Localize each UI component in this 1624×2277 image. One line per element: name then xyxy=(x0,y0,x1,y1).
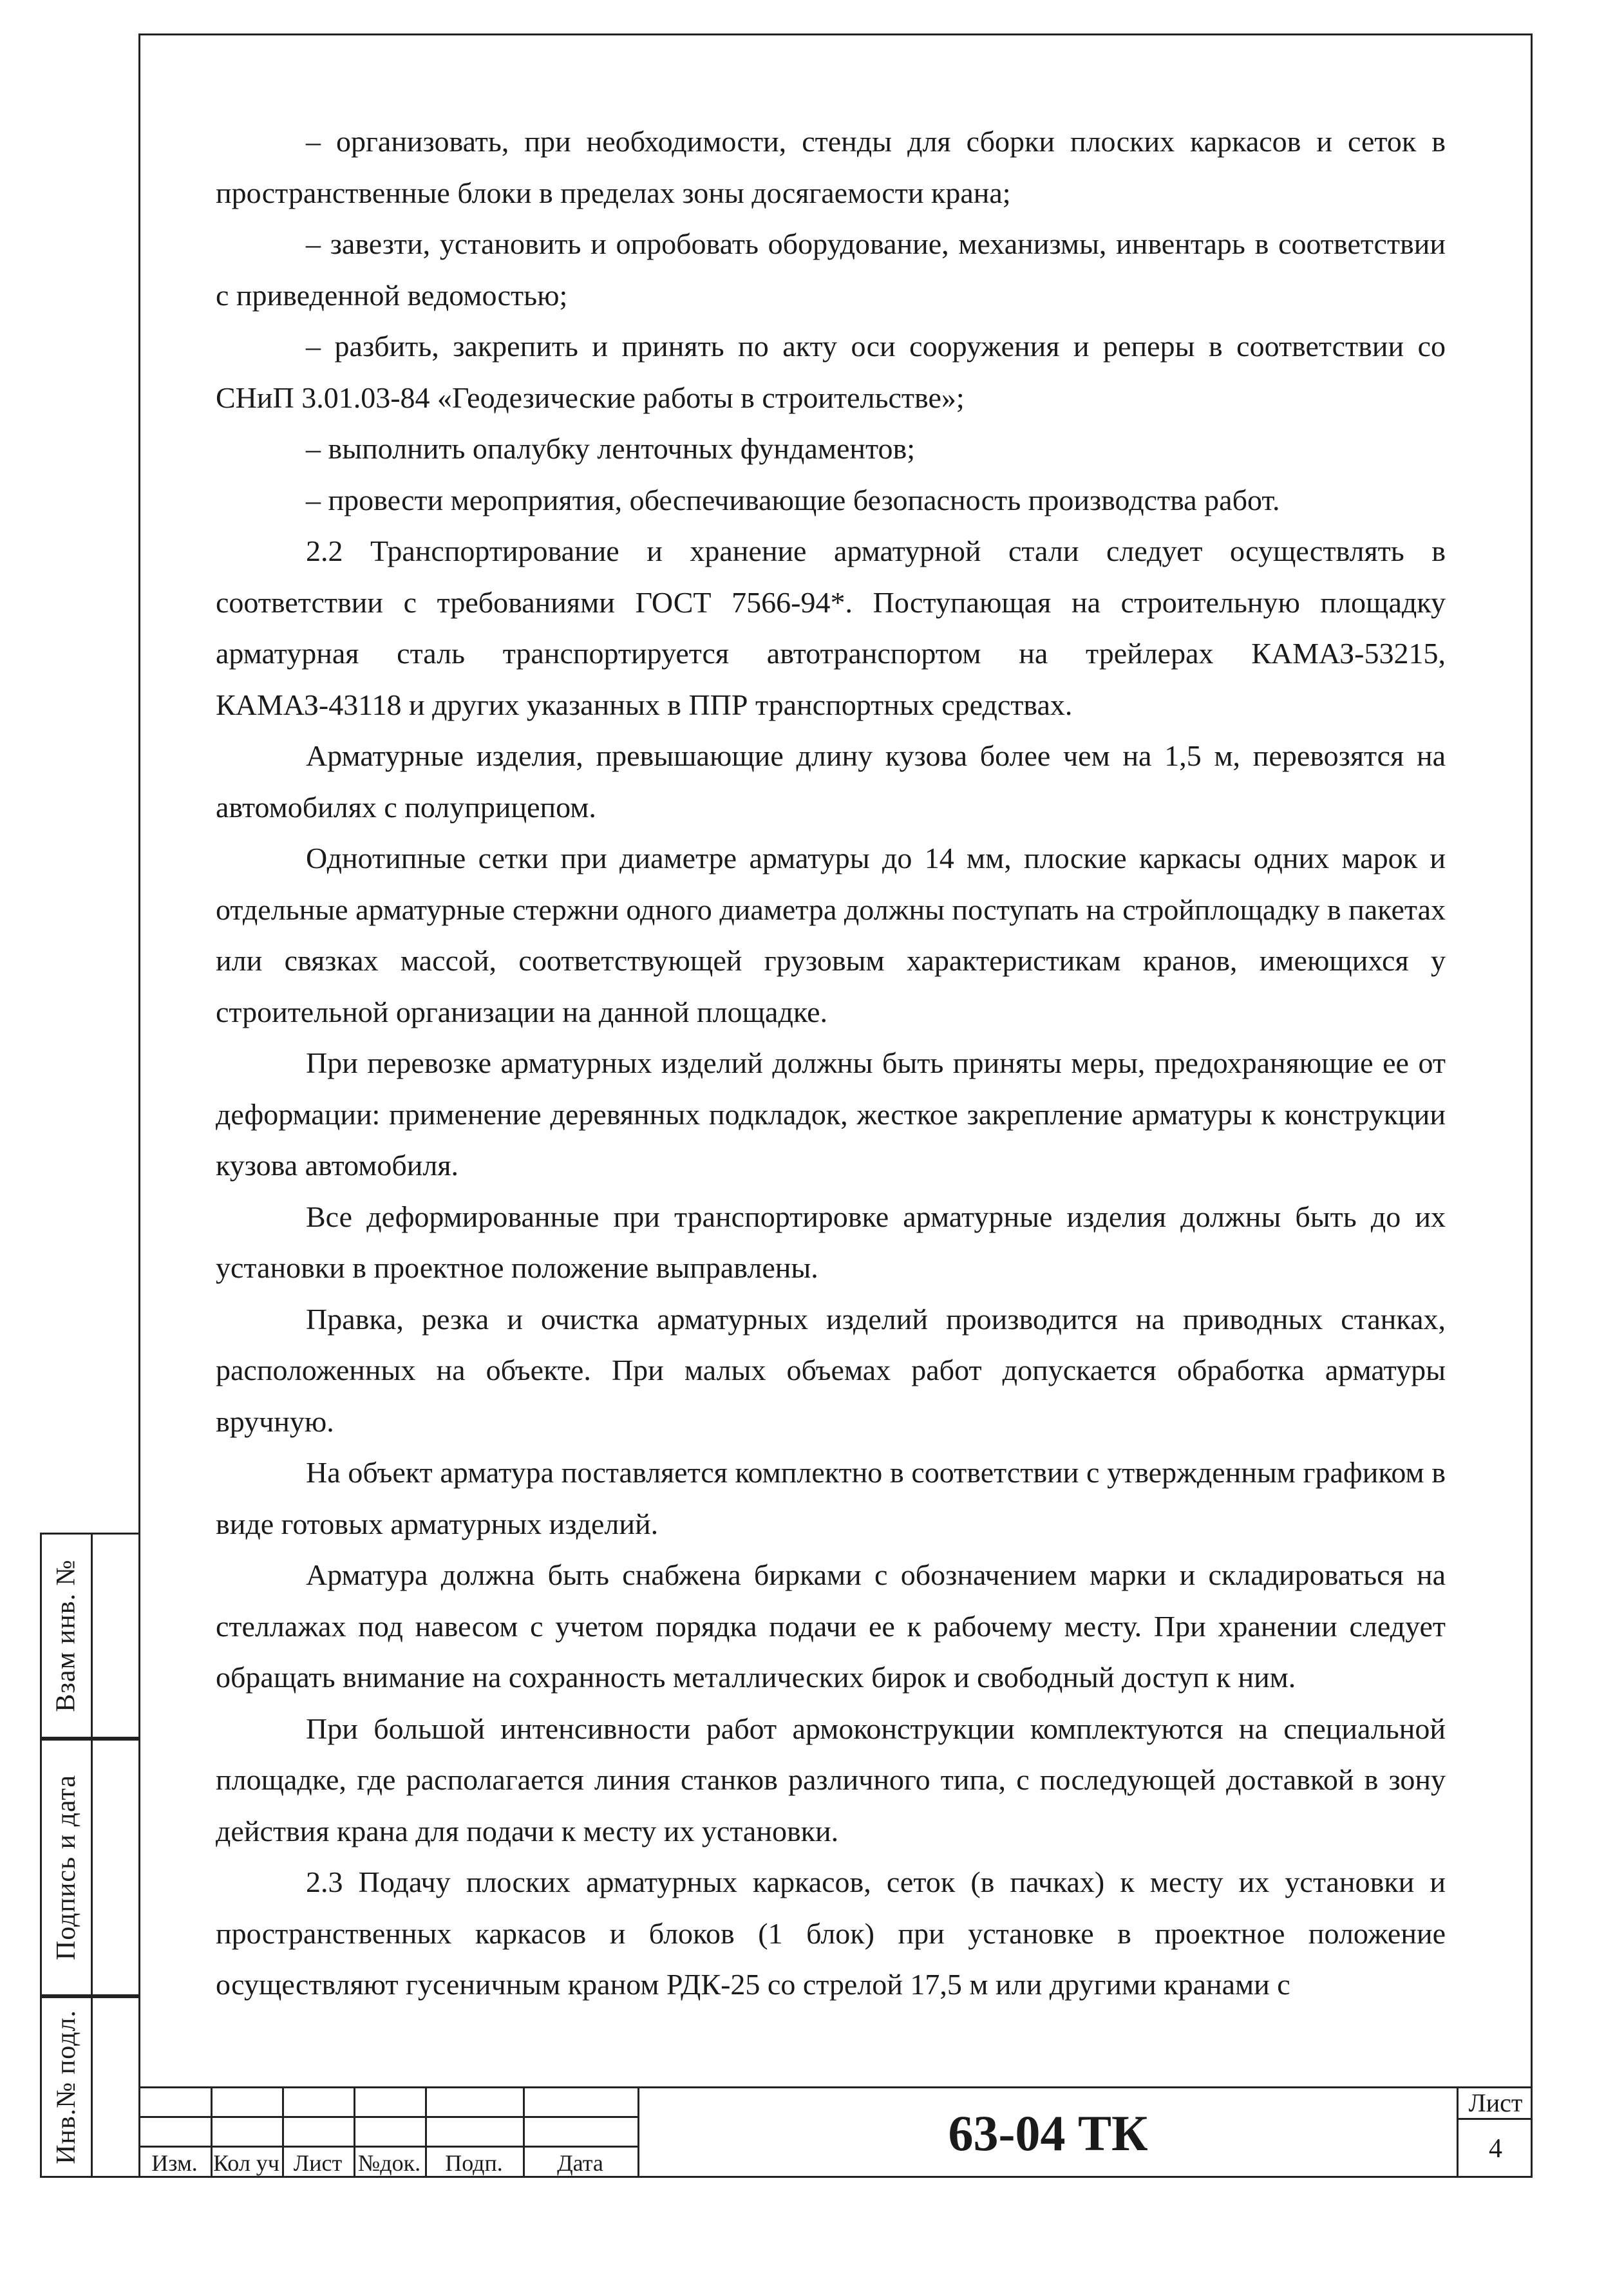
paragraph: Однотипные сетки при диаметре арматуры до 14 мм, плоские каркасы одних марок и отдельные арматурные стержни одного диаметра должны поступать на стройплощадку в пакетах или связках массой, соответствующей грузовым характеристикам кранов, имеющихся у строительной организации на данной площадке. xyxy=(216,842,1446,1028)
side-field-inv xyxy=(40,1996,138,2178)
side-label-vzam: Взам инв. № xyxy=(52,1559,81,1712)
title-block xyxy=(138,2086,1533,2178)
paragraph: При большой интенсивности работ армоконструкции комплектуются на специальной площадке, где располагается линия станков различного типа, с последующей доставкой в зону действия крана для подачи к месту их установки. xyxy=(216,1712,1446,1847)
sheet-cell xyxy=(1459,2088,1533,2178)
paragraph: Арматура должна быть снабжена бирками с обозначением марки и складироваться на стеллажах под навесом с учетом порядка подачи ее к рабочему месту. При хранении следует обращать внимание на сохранность металлических бирок и свободный доступ к ним. xyxy=(216,1558,1446,1694)
stamp-header-list: Лист xyxy=(293,2150,343,2176)
list-item: – организовать, при необходимости, стенды для сборки плоских каркасов и сеток в пространственные блоки в пределах зоны досягаемости крана; xyxy=(216,116,1446,218)
document-body xyxy=(216,116,1446,2010)
stamp-header-data: Дата xyxy=(557,2150,603,2176)
stamp-header-izm: Изм. xyxy=(151,2150,198,2176)
list-item: – завезти, установить и опробовать оборудование, механизмы, инвентарь в соответствии с приведенной ведомостью; xyxy=(216,218,1446,321)
stamp-header-ndok: №док. xyxy=(357,2150,421,2176)
paragraph: 2.2 Транспортирование и хранение арматурной стали следует осуществлять в соответствии с требованиями ГОСТ 7566-94*. Поступающая на строительную площадку арматурная сталь транспортируется автотранспортом на трейлерах КАМАЗ-53215, КАМАЗ-43118 и других указанных в ППР транспортных средствах. xyxy=(216,534,1446,721)
side-label-inv: Инв.№ подл. xyxy=(52,2010,81,2164)
sheet-label: Лист xyxy=(1459,2088,1533,2120)
document-code: 63-04 ТК xyxy=(637,2088,1459,2178)
sheet-number: 4 xyxy=(1489,2134,1502,2164)
stamp-header-podp: Подп. xyxy=(445,2150,503,2176)
side-label-podpis: Подпись и дата xyxy=(52,1774,81,1961)
list-item: – выполнить опалубку ленточных фундаментов; xyxy=(216,423,1446,475)
paragraph: При перевозке арматурных изделий должны быть приняты меры, предохраняющие ее от деформации: применение деревянных подкладок, жесткое закрепление арматуры к конструкции кузова автомобиля. xyxy=(216,1046,1446,1182)
paragraph: Правка, резка и очистка арматурных изделий производится на приводных станках, расположенных на объекте. При малых объемах работ допускается обработка арматуры вручную. xyxy=(216,1302,1446,1438)
revision-grid xyxy=(138,2088,637,2178)
paragraph: Арматурные изделия, превышающие длину кузова более чем на 1,5 м, перевозятся на автомобилях с полуприцепом. xyxy=(216,739,1446,824)
list-item: – провести мероприятия, обеспечивающие безопасность производства работ. xyxy=(216,475,1446,526)
side-field-podpis xyxy=(40,1739,138,1996)
paragraph: На объект арматура поставляется комплектно в соответствии с утвержденным графиком в виде готовых арматурных изделий. xyxy=(216,1456,1446,1540)
side-field-vzam xyxy=(40,1533,138,1739)
paragraph: Все деформированные при транспортировке арматурные изделия должны быть до их установки в проектное положение выправлены. xyxy=(216,1200,1446,1284)
list-item: – разбить, закрепить и принять по акту оси сооружения и реперы в соответствии со СНиП 3.01.03-84 «Геодезические работы в строительстве»; xyxy=(216,321,1446,423)
stamp-header-koluch: Кол уч xyxy=(213,2150,279,2176)
paragraph: 2.3 Подачу плоских арматурных каркасов, сеток (в пачках) к месту их установки и пространственных каркасов и блоков (1 блок) при установке в проектное положение осуществляют гусеничным краном РДК-25 со стрелой 17,5 м или другими кранами с xyxy=(216,1866,1446,2001)
